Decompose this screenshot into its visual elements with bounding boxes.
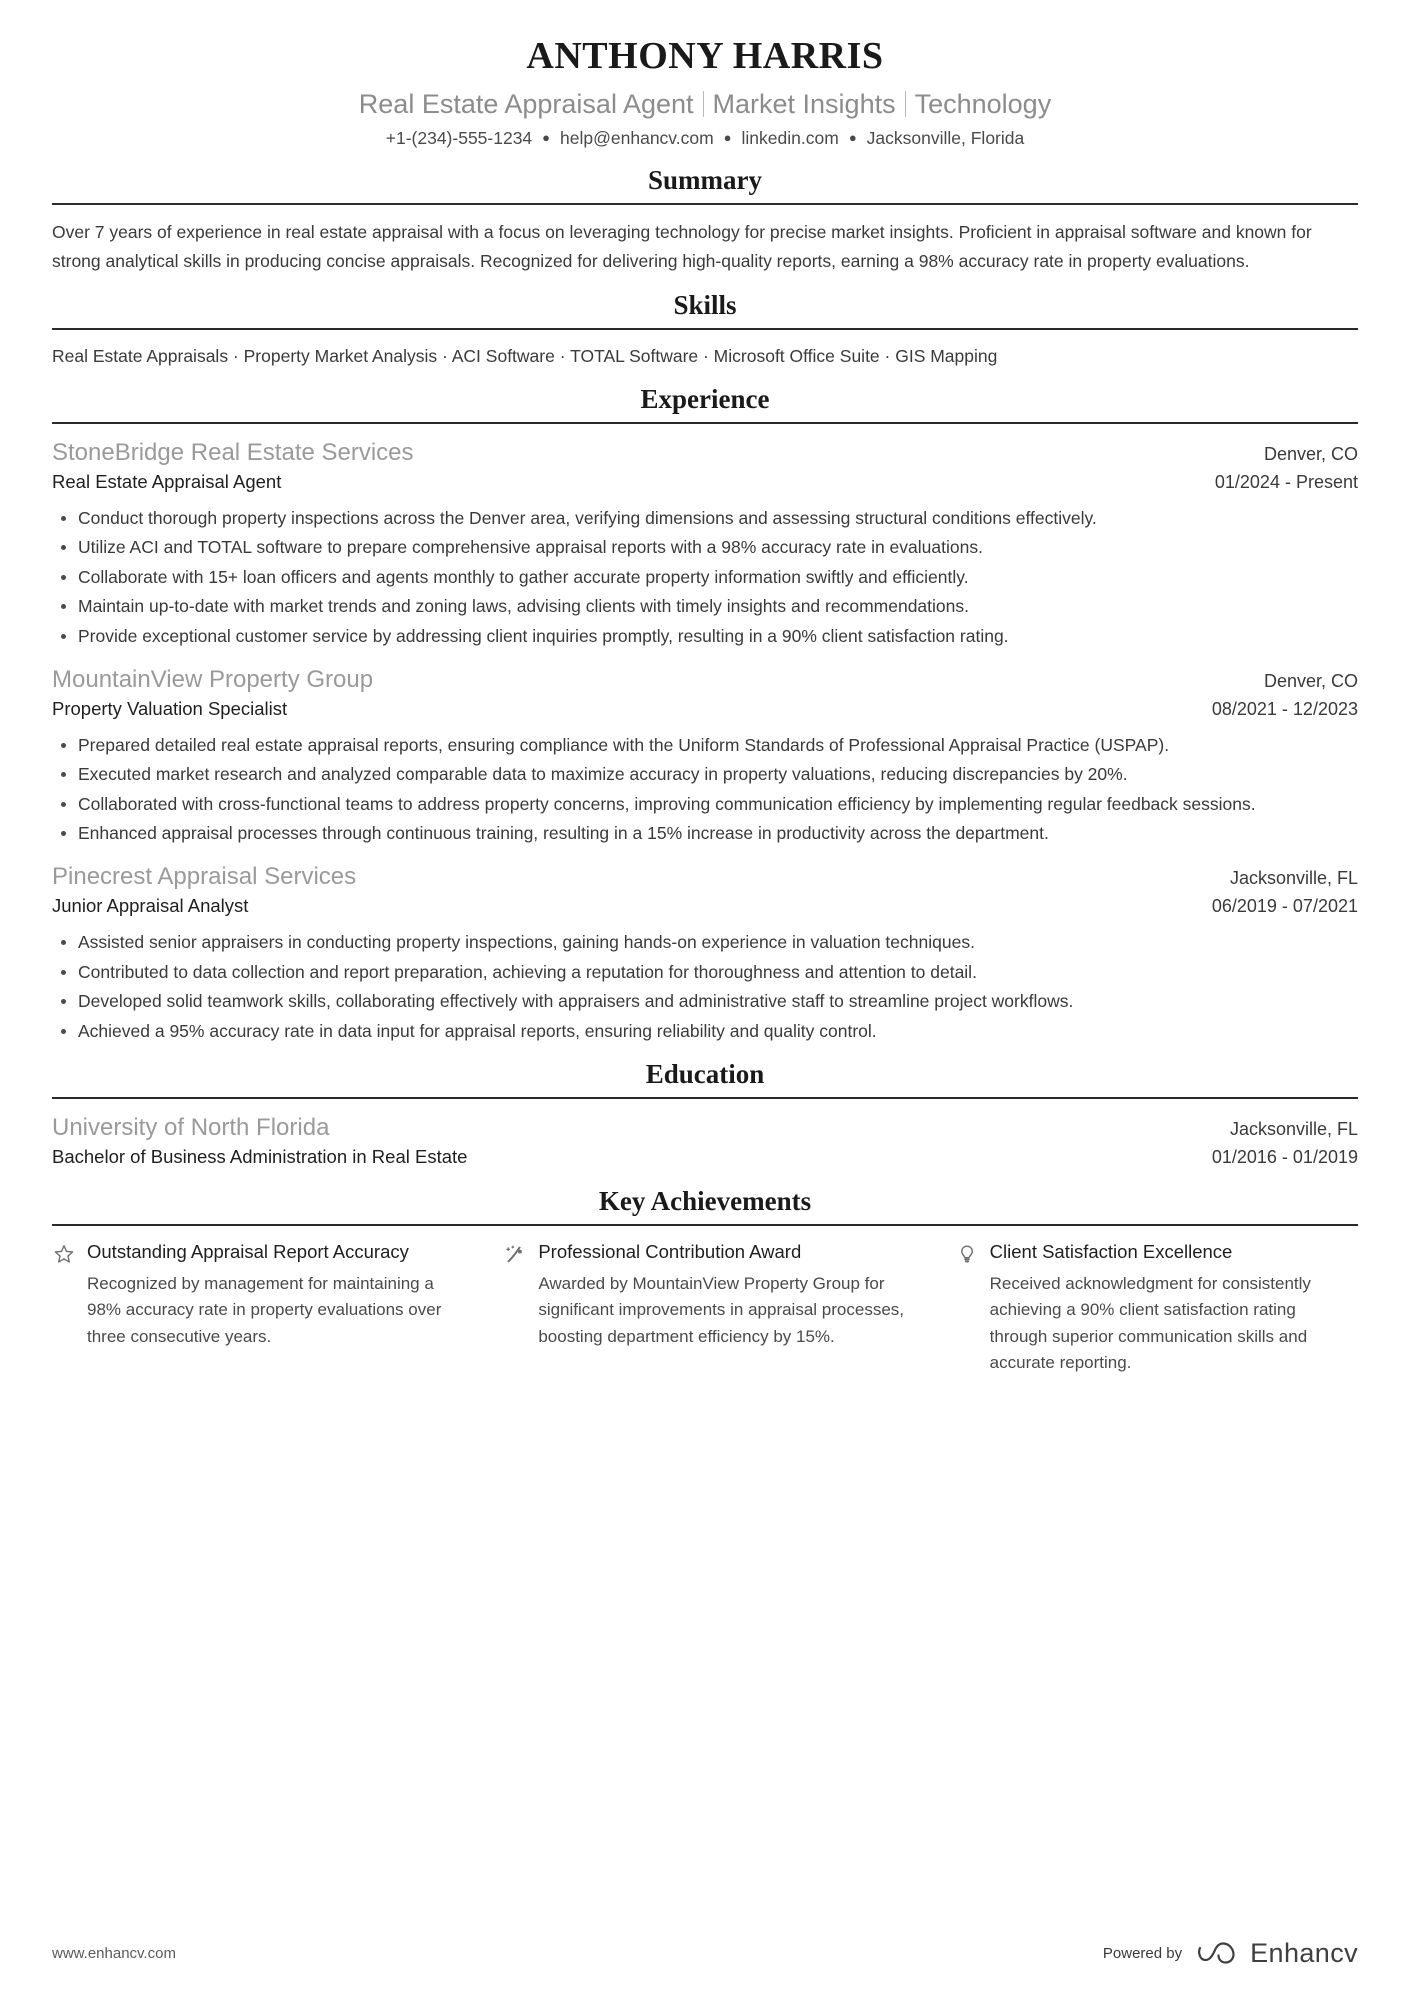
experience-bullet: Prepared detailed real estate appraisal reports, ensuring compliance with the Uniform Standards of Professional Appraisal Practice (USPAP).	[52, 732, 1358, 759]
achievement-description: Recognized by management for maintaining a 98% accuracy rate in property evaluations over three consecutive years.	[87, 1273, 442, 1346]
skills-list: Real Estate Appraisals · Property Market Analysis · ACI Software · TOTAL Software · Microsoft Office Suite · GIS Mapping	[52, 345, 998, 366]
experience-bullet: Conduct thorough property inspections across the Denver area, verifying dimensions and assessing structural conditions effectively.	[52, 505, 1358, 532]
star-icon	[52, 1240, 76, 1266]
experience-entry	[52, 664, 1358, 847]
experience-entry-subheader	[52, 468, 1358, 496]
experience-role: Junior Appraisal Analyst	[52, 895, 249, 917]
section-key-achievements	[52, 1185, 1358, 1376]
candidate-name: ANTHONY HARRIS	[526, 35, 884, 77]
section-title-summary: Summary	[648, 165, 762, 196]
achievements-grid	[52, 1226, 1358, 1376]
experience-bullets	[52, 929, 1358, 1044]
achievement-title: Professional Contribution Award	[538, 1240, 802, 1262]
experience-company: MountainView Property Group	[52, 665, 374, 693]
experience-entry	[52, 437, 1358, 650]
experience-role: Property Valuation Specialist	[52, 697, 288, 719]
contact-location: Jacksonville, Florida	[866, 127, 1025, 148]
experience-company: StoneBridge Real Estate Services	[52, 438, 414, 466]
experience-bullet: Utilize ACI and TOTAL software to prepare comprehensive appraisal reports with a 98% accuracy rate in evaluations.	[52, 534, 1358, 561]
experience-dates: 01/2024 - Present	[1214, 471, 1358, 492]
headline-part-3: Technology	[914, 88, 1052, 119]
achievement-description: Awarded by MountainView Property Group for significant improvements in appraisal processes, boosting department efficiency by 15%.	[538, 1273, 904, 1346]
section-summary	[52, 164, 1358, 274]
shooting-star-icon	[503, 1240, 527, 1266]
section-title-key-achievements: Key Achievements	[598, 1186, 812, 1217]
experience-bullet: Collaborated with cross-functional teams to address property concerns, improving communication efficiency by implementing regular feedback sessions.	[52, 791, 1358, 818]
footer-url[interactable]: www.enhancv.com	[52, 1945, 176, 1962]
headline-part-2: Market Insights	[712, 88, 896, 119]
experience-role: Real Estate Appraisal Agent	[52, 470, 282, 492]
experience-location: Denver, CO	[1263, 670, 1358, 691]
resume-header	[52, 26, 1358, 150]
powered-by-label: Powered by	[1102, 1945, 1183, 1962]
experience-bullet: Enhanced appraisal processes through continuous training, resulting in a 15% increase in productivity across the department.	[52, 820, 1358, 847]
experience-dates: 08/2021 - 12/2023	[1211, 698, 1358, 719]
experience-bullet: Provide exceptional customer service by addressing client inquiries promptly, resulting in a 90% client satisfaction rating.	[52, 623, 1358, 650]
enhancv-wordmark: Enhancv	[1250, 1938, 1358, 1968]
experience-entry-subheader	[52, 892, 1358, 920]
achievement-item	[955, 1240, 1358, 1376]
bullet-dot-icon: ●	[848, 129, 857, 145]
achievement-title: Client Satisfaction Excellence	[989, 1240, 1233, 1262]
experience-location: Denver, CO	[1263, 443, 1358, 464]
education-entry	[52, 1112, 1358, 1171]
bullet-dot-icon: ●	[723, 129, 732, 145]
lightbulb-icon	[955, 1240, 979, 1266]
section-title-education: Education	[645, 1059, 765, 1090]
achievement-description: Received acknowledgment for consistently achieving a 90% client satisfaction rating through superior communication skills and accurate reporting.	[989, 1273, 1311, 1372]
section-education	[52, 1058, 1358, 1171]
experience-bullet: Contributed to data collection and report preparation, achieving a reputation for thoroughness and attention to detail.	[52, 959, 1358, 986]
enhancv-logo	[1196, 1938, 1358, 1969]
page-footer	[52, 1938, 1358, 1969]
section-experience	[52, 383, 1358, 1044]
experience-entry-header	[52, 437, 1358, 468]
summary-text: Over 7 years of experience in real estate appraisal with a focus on leveraging technology for precise market insights. Proficient in appraisal software and known for strong analytical skills in producing concise appraisals. Recognized for delivering high-quality reports, earning a 98% accuracy rate in property evaluations.	[52, 222, 1312, 271]
achievement-item	[52, 1240, 455, 1376]
section-skills	[52, 289, 1358, 369]
experience-bullet: Executed market research and analyzed comparable data to maximize accuracy in property valuations, reducing discrepancies by 20%.	[52, 761, 1358, 788]
section-title-experience: Experience	[640, 383, 770, 414]
contact-phone: +1-(234)-555-1234	[385, 127, 533, 148]
headline-part-1: Real Estate Appraisal Agent	[358, 88, 694, 119]
experience-location: Jacksonville, FL	[1229, 868, 1358, 889]
achievement-item	[503, 1240, 906, 1376]
candidate-headline	[52, 88, 1358, 120]
experience-bullet: Achieved a 95% accuracy rate in data input for appraisal reports, ensuring reliability and quality control.	[52, 1018, 1358, 1045]
experience-dates: 06/2019 - 07/2021	[1211, 896, 1358, 917]
experience-bullets	[52, 505, 1358, 650]
experience-entry	[52, 861, 1358, 1044]
experience-bullet: Developed solid teamwork skills, collaborating effectively with appraisers and administrative staff to streamline project workflows.	[52, 988, 1358, 1015]
experience-bullet: Assisted senior appraisers in conducting property inspections, gaining hands-on experience in valuation techniques.	[52, 929, 1358, 956]
section-title-skills: Skills	[673, 289, 737, 320]
experience-entry-subheader	[52, 695, 1358, 723]
experience-bullet: Collaborate with 15+ loan officers and agents monthly to gather accurate property information swiftly and efficiently.	[52, 564, 1358, 591]
education-location: Jacksonville, FL	[1229, 1119, 1358, 1140]
education-entry-header	[52, 1112, 1358, 1143]
education-degree: Bachelor of Business Administration in Real Estate	[52, 1146, 468, 1168]
education-dates: 01/2016 - 01/2019	[1211, 1147, 1358, 1168]
achievement-title: Outstanding Appraisal Report Accuracy	[87, 1240, 409, 1262]
bullet-dot-icon: ●	[542, 129, 551, 145]
experience-entry-header	[52, 861, 1358, 892]
contact-line	[52, 126, 1358, 151]
experience-entry-header	[52, 664, 1358, 695]
experience-bullet: Maintain up-to-date with market trends and zoning laws, advising clients with timely insights and recommendations.	[52, 593, 1358, 620]
contact-linkedin[interactable]: linkedin.com	[741, 127, 839, 148]
education-school: University of North Florida	[52, 1114, 330, 1142]
education-entry-subheader	[52, 1143, 1358, 1171]
contact-email[interactable]: help@enhancv.com	[560, 127, 714, 148]
experience-bullets	[52, 732, 1358, 847]
experience-company: Pinecrest Appraisal Services	[52, 863, 357, 891]
enhancv-mark-icon	[1196, 1941, 1242, 1967]
